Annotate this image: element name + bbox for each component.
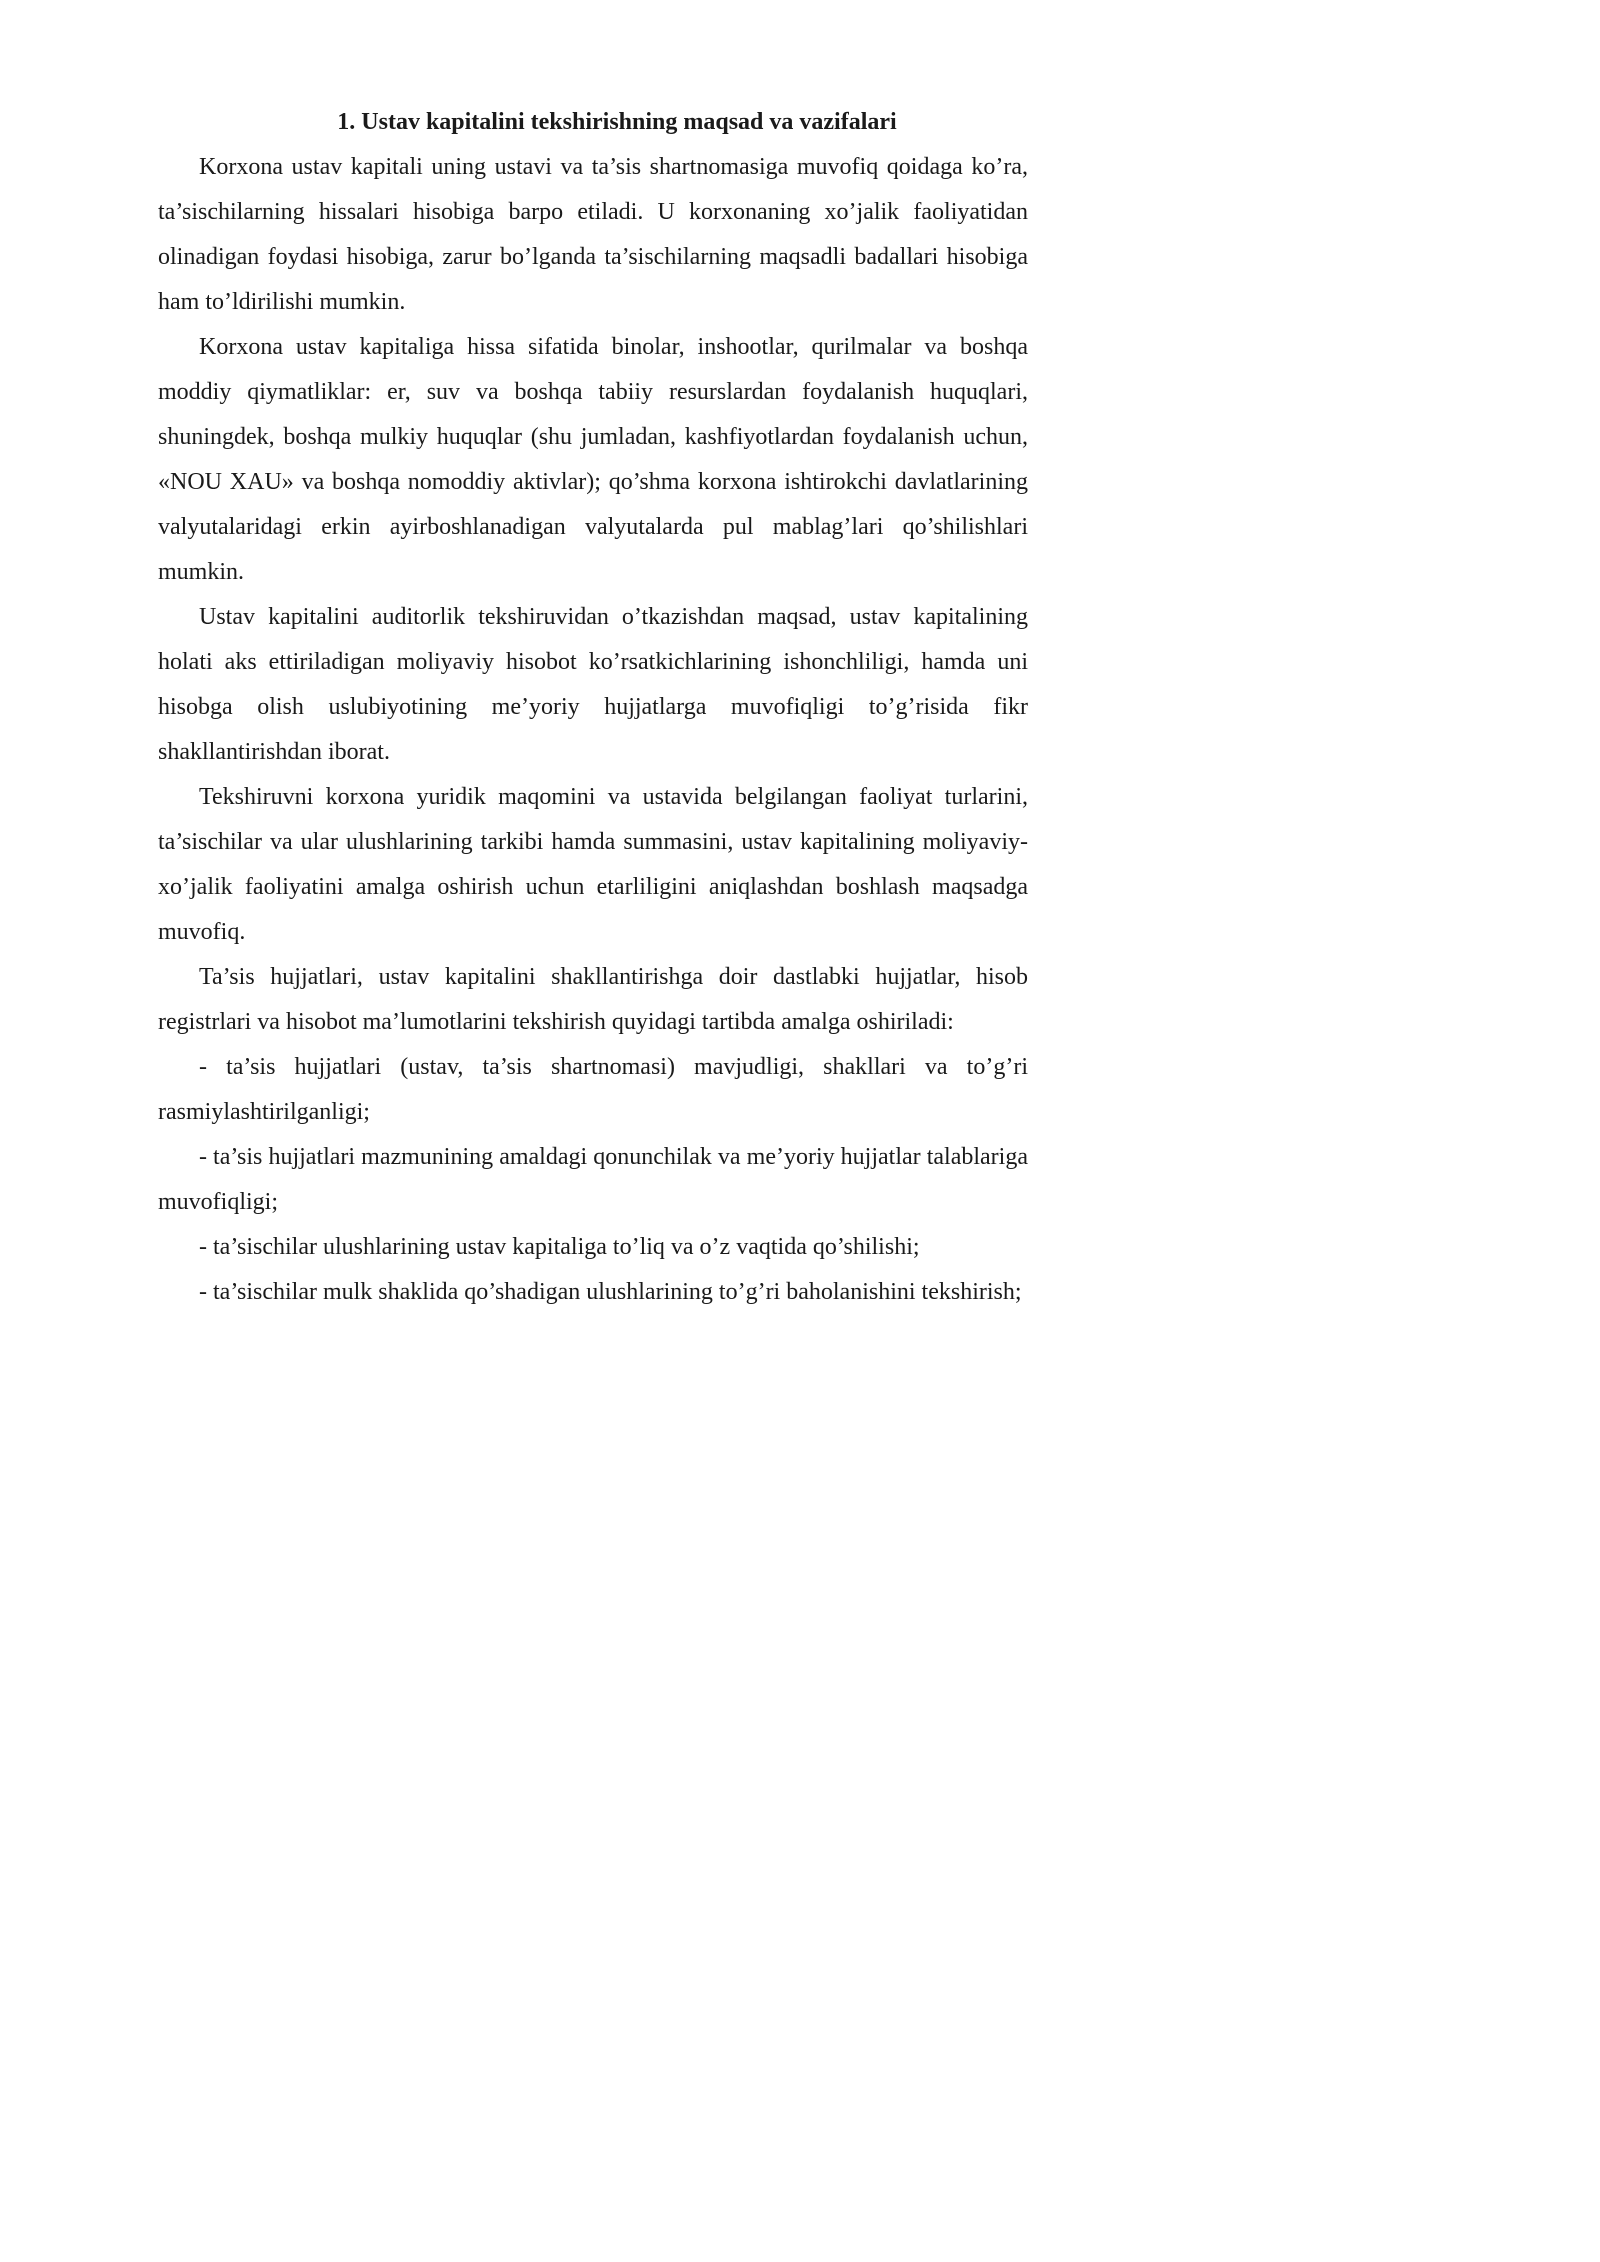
paragraph: Korxona ustav kapitali uning ustavi va ta’sis shartnomasiga muvofiq qoidaga ko’ra, ta’sischilarning hissalari hisobiga barpo etiladi. U korxonaning xo’jalik faoliyatidan olinadigan foydasi hisobiga, zarur bo’lganda ta’sischilarning maqsadli badallari hisobiga ham to’ldirilishi mumkin.	[158, 154, 1028, 315]
document-page	[158, 100, 1028, 1315]
list-item: - ta’sis hujjatlari mazmunining amaldagi qonunchilak va me’yoriy hujjatlar talablariga muvofiqligi;	[158, 1144, 1028, 1215]
paragraph: Korxona ustav kapitaliga hissa sifatida binolar, inshootlar, qurilmalar va boshqa moddiy qiymatliklar: er, suv va boshqa tabiiy resurslardan foydalanish huquqlari, shuningdek, boshqa mulkiy huquqlar (shu jumladan, kashfiyotlardan foydalanish uchun, «NOU XAU» va boshqa nomoddiy aktivlar); qo’shma korxona ishtirokchi davlatlarining valyutalaridagi erkin ayirboshlanadigan valyutalarda pul mablag’lari qo’shilishlari mumkin.	[158, 334, 1028, 585]
list-item: - ta’sischilar ulushlarining ustav kapitaliga to’liq va o’z vaqtida qo’shilishi;	[199, 1234, 920, 1260]
paragraph: Ta’sis hujjatlari, ustav kapitalini shakllantirishga doir dastlabki hujjatlar, hisob registrlari va hisobot ma’lumotlarini tekshirish quyidagi tartibda amalga oshiriladi:	[158, 964, 1028, 1035]
paragraph: Ustav kapitalini auditorlik tekshiruvidan o’tkazishdan maqsad, ustav kapitalining holati aks ettiriladigan moliyaviy hisobot ko’rsatkichlarining ishonchliligi, hamda uni hisobga olish uslubiyotining me’yoriy hujjatlarga muvofiqligi to’g’risida fikr shakllantirishdan iborat.	[158, 604, 1028, 765]
section-title: 1. Ustav kapitalini tekshirishning maqsad va vazifalari	[337, 109, 897, 135]
paragraph: Tekshiruvni korxona yuridik maqomini va ustavida belgilangan faoliyat turlarini, ta’sischilar va ular ulushlarining tarkibi hamda summasini, ustav kapitalining moliyaviy-xo’jalik faoliyatini amalga oshirish uchun etarliligini aniqlashdan boshlash maqsadga muvofiq.	[158, 784, 1028, 945]
list-item: - ta’sischilar mulk shaklida qo’shadigan ulushlarining to’g’ri baholanishini tekshirish;	[199, 1279, 1022, 1305]
list-item: - ta’sis hujjatlari (ustav, ta’sis shartnomasi) mavjudligi, shakllari va to’g’ri rasmiylashtirilganligi;	[158, 1054, 1028, 1125]
